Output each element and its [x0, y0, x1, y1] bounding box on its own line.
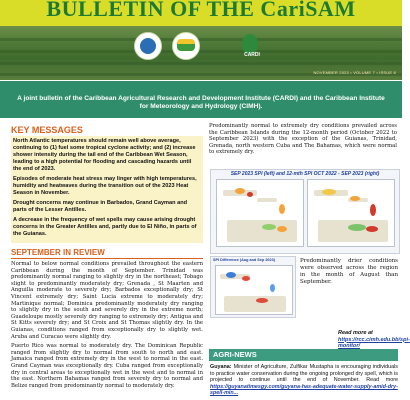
spi-difference-caption: SPI Difference (Aug and Sep 2023)	[213, 258, 276, 262]
agri-news-body: Minister of Agriculture, Zulfikar Mustapha is encouraging individuals to practice water conservation during the ongoing prolonged dry spell, which is projected to continue until the end of November. Read more	[210, 364, 398, 384]
september-review-paragraph: Normal to below normal conditions prevailed throughout the eastern Caribbean during the month of September. Trinidad was predominantly normal ranging to slightly dry in the northeast; Tobago slight to predominantly moderately dry; Grenada , St Maarten and Anguilla moderate to severely dry; Barbados exceptionally dry; St Vincent extremely dry; Saint Lucia extreme to moderately dry; Martinique normal; Dominica predominantly moderately dry ranging to slightly dry in the south and severely dry in the extreme north; Guadeloupe mostly severely dry ranging to extremely dry; Antigua and St Kitts severely dry; and St Croix and St Thomas slightly dry. In the Guianas, conditions ranged from exceptionally dry to slightly wet. Aruba and Curacao were slightly dry.	[11, 261, 203, 340]
sep-spi-map	[216, 179, 304, 247]
key-message: A decrease in the frequency of wet spells may cause arising drought concerns in the Greater Antilles and, partly due to El Niño, in parts of the Guianas.	[13, 217, 197, 237]
agri-news-text	[210, 364, 398, 397]
key-message: Drought concerns may continue in Barbados, Grand Cayman and parts of the Lesser Antilles.	[13, 200, 188, 213]
key-message: Episodes of moderate heat stress may linger with high temperatures, humidity and heatwaves during the transition out of the 2023 Heat Season in November.	[13, 176, 197, 196]
bulletin-title: BULLETIN OF THE CariSAM	[46, 0, 356, 21]
cardi-logo: CARDI	[238, 32, 264, 58]
carisam-logo	[172, 32, 200, 60]
key-messages-box	[11, 136, 203, 243]
september-review-paragraph: Puerto Rico was normal to moderately dry. The Dominican Republic ranged from slightly dry to normal from south to north and east. Jamaica ranged from extremely dry in the west to normal in the east. Grand Cayman was exceptionally dry. Cuba ranged from exceptionally dry in central areas to exceptionally wet in the west and to normal in the east. Northern Bahamas ranged from severely dry to normal and Belize ranged from predominantly normal to moderately dry.	[11, 343, 203, 389]
spi-difference-text: Predominantly drier conditions were observed across the region in the month of August than September.	[300, 258, 398, 285]
twelve-month-spi-map	[307, 179, 395, 247]
issue-line: NOVEMBER 2023 • VOLUME 7 • ISSUE 8	[313, 70, 396, 75]
agri-news-link[interactable]: https://guyanatimesgy.com/guyana-has-adequate-water-supply-amid-dry-spell-min...	[210, 383, 398, 397]
right-column	[209, 123, 397, 159]
agri-news-lead: Guyana:	[210, 364, 232, 370]
spi-maps-figure	[210, 169, 400, 254]
read-more	[338, 330, 410, 350]
intro-banner: A joint bulletin of the Caribbean Agricultural Research and Development Institute (CARDI) and the Caribbean Institute for Meteorology and Hydrology (CIMH).	[0, 81, 402, 118]
left-column	[11, 123, 203, 392]
key-messages-heading: KEY MESSAGES	[11, 125, 83, 135]
agri-news-heading: AGRI-NEWS	[209, 349, 398, 361]
read-more-label: Read more at	[338, 330, 373, 336]
cimh-logo	[134, 32, 162, 60]
spi-difference-map	[215, 265, 293, 315]
spi-figure-caption: SEP 2023 SPI (left) and 12-mth SPI OCT 2022 - SEP 2023 (right)	[230, 171, 380, 177]
spi-difference-figure	[210, 256, 296, 318]
key-message: North Atlantic temperatures should remain well above average, continuing to (1) fuel some tropical cyclone activity; and (2) increase shower intensity during the tail end of the Caribbean Wet Season, leading to a high potential for flooding and cascading hazards until the end of 2023.	[13, 138, 196, 172]
september-review-heading: SEPTEMBER IN REVIEW	[11, 248, 203, 259]
twelve-month-summary: Predominantly normal to extremely dry conditions prevailed across the Caribbean Islands during the 12-month period (October 2022 to September 2023) with the exception of the Guianas, Trinidad, Grenada, north western Cuba and The Bahamas, which were normal to extremely dry.	[209, 123, 397, 156]
spi-monitor-link[interactable]: https://rcc.cimh.edu.bb/spi-monitor/	[338, 336, 410, 350]
